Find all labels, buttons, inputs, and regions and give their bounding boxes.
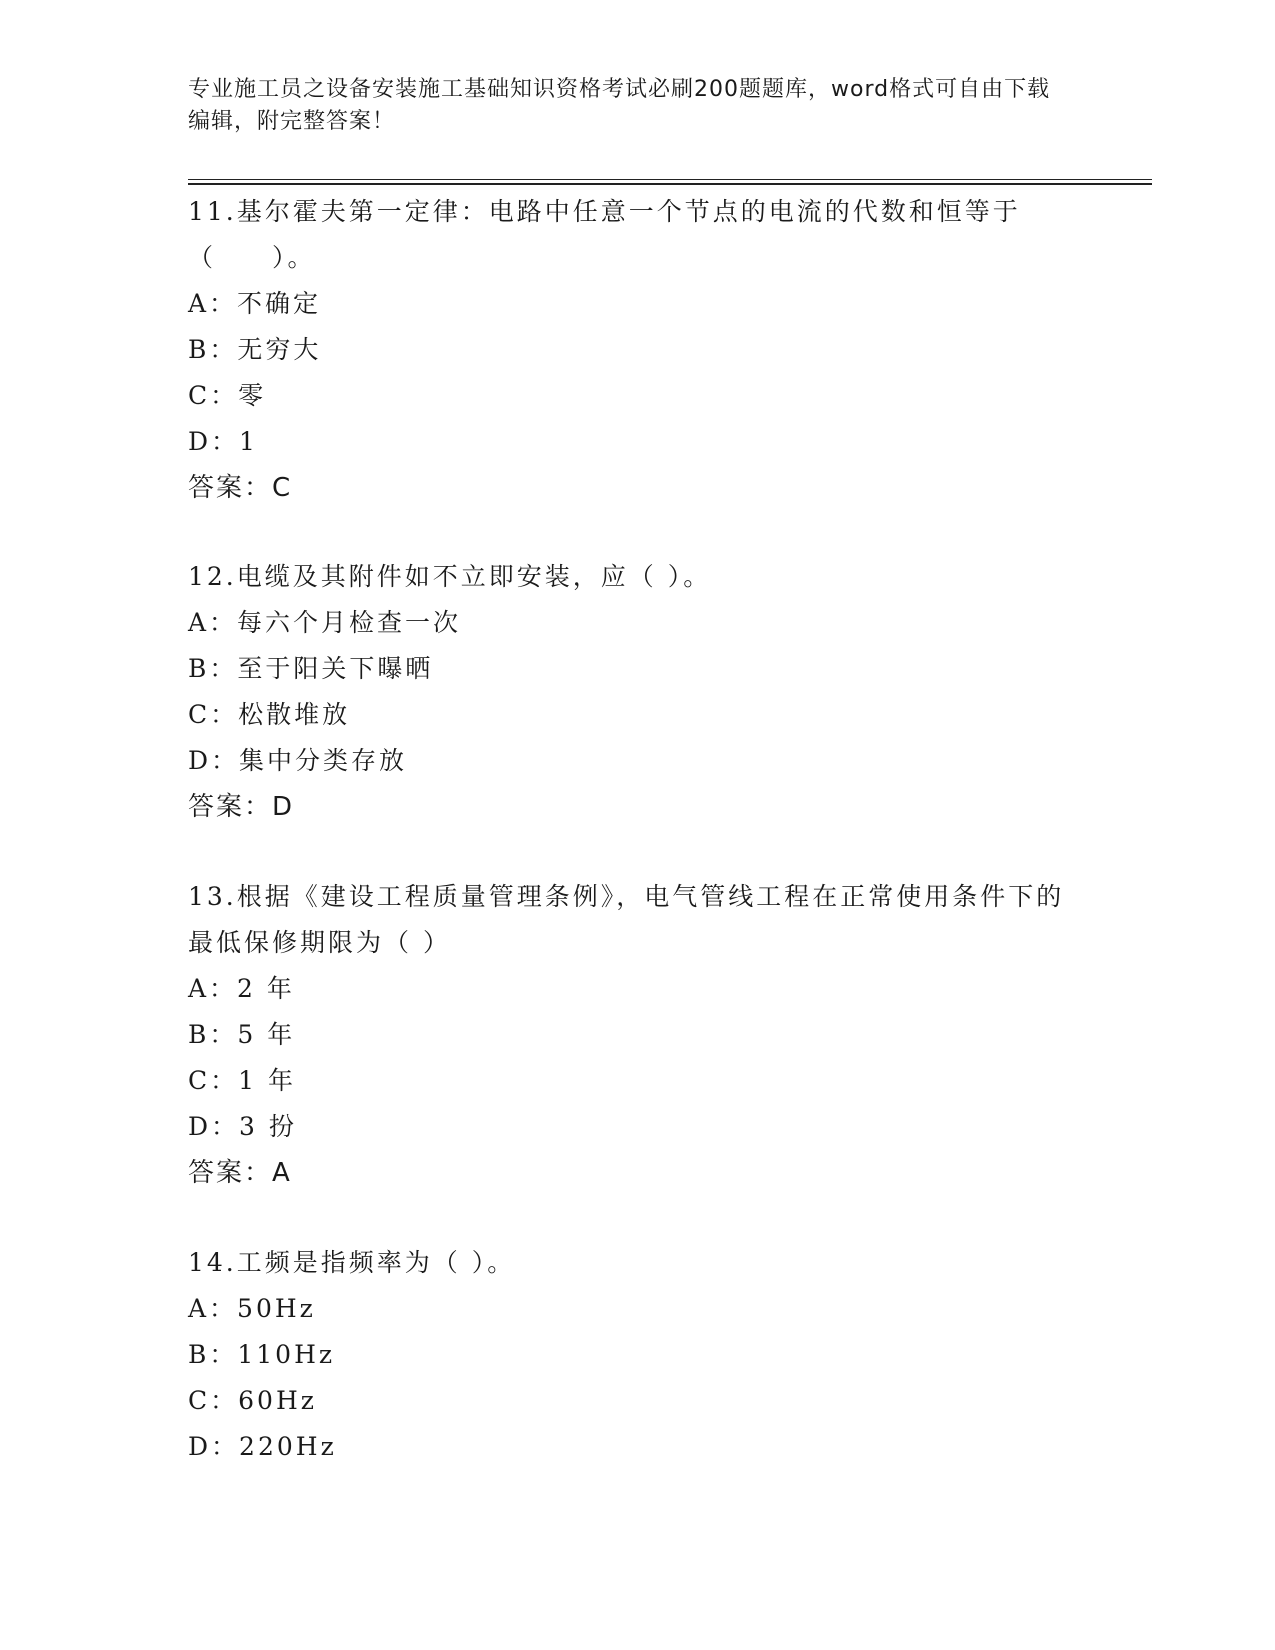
option-c: C：1 年 [188, 1066, 296, 1095]
option-c: C：60Hz [188, 1386, 317, 1415]
option-d: D：集中分类存放 [188, 746, 408, 775]
question-text: 13.根据《建设工程质量管理条例》，电气管线工程在正常使用条件下的最低保修期限为（ ） [188, 882, 1065, 957]
option-d: D：3 扮 [188, 1112, 297, 1141]
document-header: 专业施工员之设备安装施工基础知识资格考试必刷200题题库，word格式可自由下载编辑，附完整答案！ [188, 77, 1051, 134]
question-text: 11.基尔霍夫第一定律：电路中任意一个节点的电流的代数和恒等于（ ）。 [188, 197, 1021, 272]
question-13 [188, 874, 1088, 1196]
answer: 答案：A [188, 1158, 292, 1188]
option-a: A：不确定 [188, 289, 322, 318]
header-divider-thick [188, 183, 1152, 185]
option-a: A：2 年 [188, 974, 295, 1003]
answer: 答案：D [188, 792, 295, 822]
question-14 [188, 1240, 1088, 1470]
option-d: D：220Hz [188, 1432, 337, 1461]
question-text: 12.电缆及其附件如不立即安装，应（ ）。 [188, 562, 712, 591]
option-a: A：50Hz [188, 1294, 316, 1323]
answer: 答案：C [188, 473, 293, 503]
option-a: A：每六个月检查一次 [188, 608, 462, 637]
option-d: D：1 [188, 427, 258, 456]
option-b: B：无穷大 [188, 335, 322, 364]
option-c: C：零 [188, 381, 267, 410]
question-text: 14.工频是指频率为（ ）。 [188, 1248, 516, 1277]
option-c: C：松散堆放 [188, 700, 351, 729]
header-divider-thin [188, 179, 1152, 180]
option-b: B：至于阳关下曝晒 [188, 654, 434, 683]
question-12 [188, 554, 1088, 830]
option-b: B：5 年 [188, 1020, 296, 1049]
option-b: B：110Hz [188, 1340, 336, 1369]
question-11 [188, 189, 1088, 511]
